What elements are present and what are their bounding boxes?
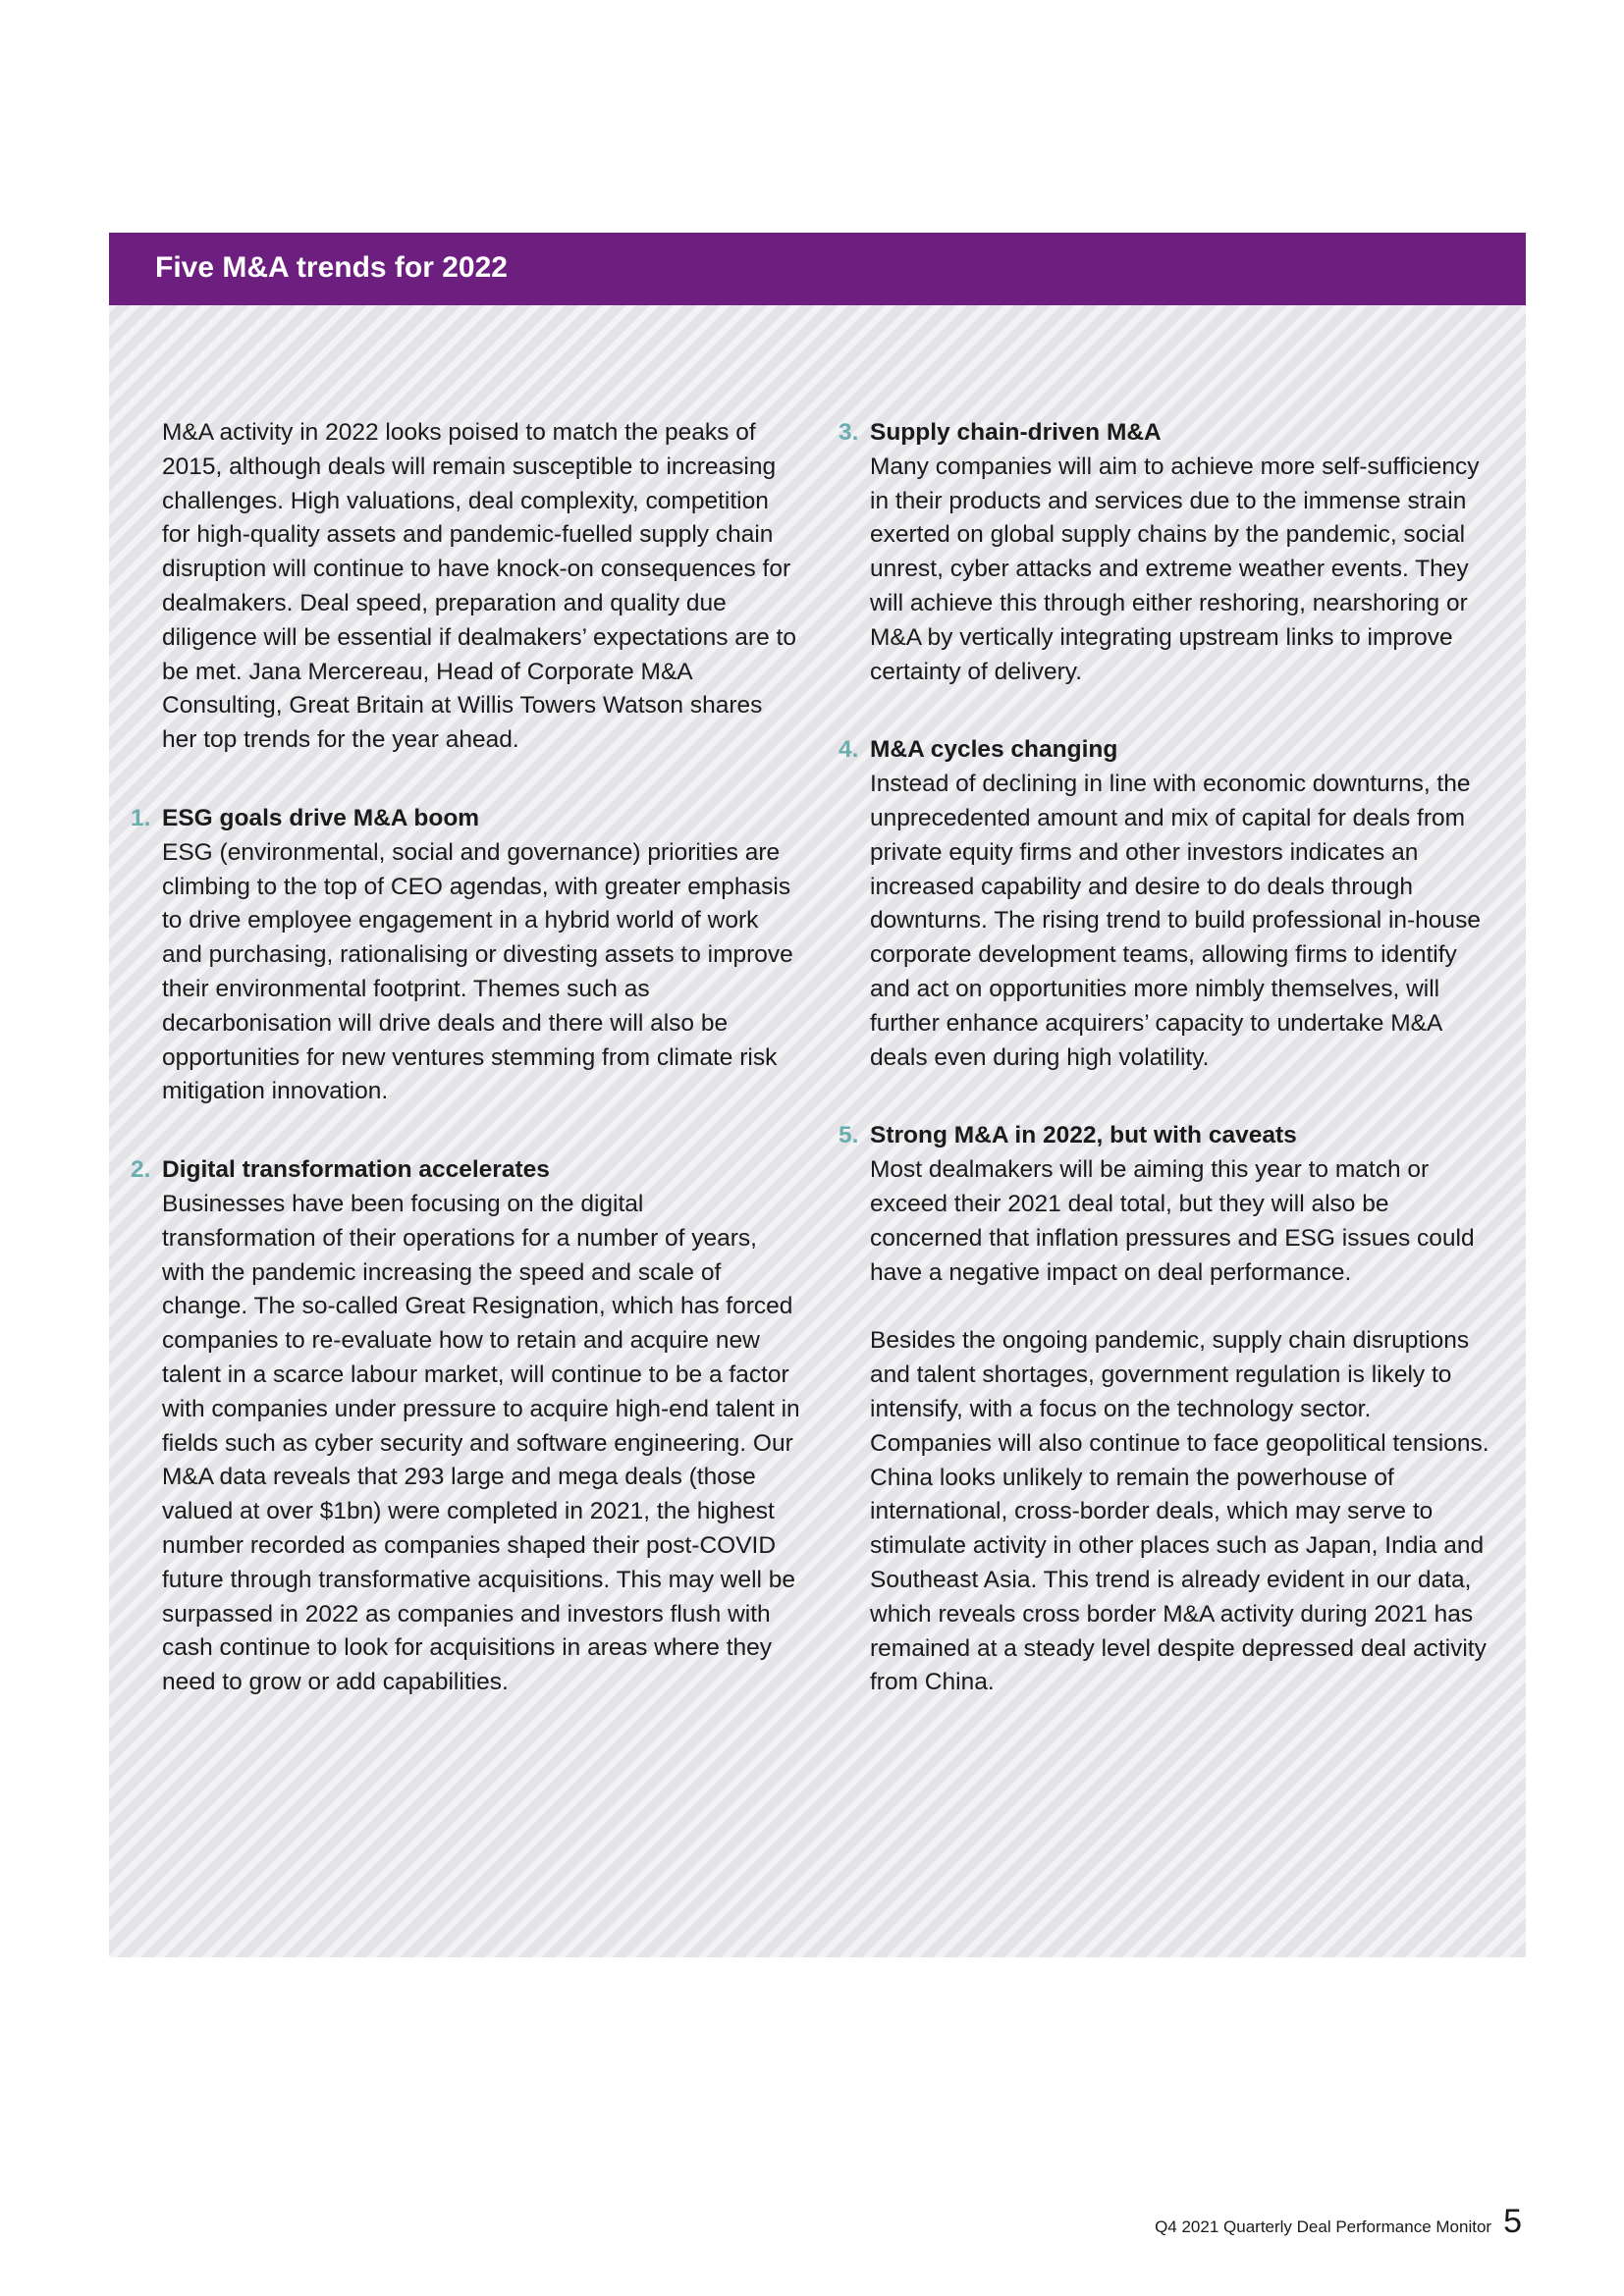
trend-item-1: [109, 802, 800, 1109]
trend-item-3: [839, 416, 1498, 689]
trend-body: ESG (environmental, social and governance) priorities are climbing to the top of CEO agendas, with greater emphasis to drive employee engagement in a hybrid world of work and purchasing, rationalising or divesting assets to improve their environmental footprint. Themes such as decarbonisation will drive deals and there will also be opportunities for new ventures stemming from climate risk mitigation innovation.: [162, 838, 793, 1105]
trend-body: Many companies will aim to achieve more self-sufficiency in their products and services due to the immense strain exerted on global supply chains by the pandemic, social unrest, cyber attacks and extreme weather events. They will achieve this through either reshoring, nearshoring or M&A by vertically integrating upstream links to improve certainty of delivery.: [870, 453, 1480, 685]
page-number: 5: [1503, 2203, 1522, 2240]
panel-title: Five M&A trends for 2022: [155, 251, 508, 284]
page-footer: [1155, 2203, 1522, 2241]
trend-body: Businesses have been focusing on the digital transformation of their operations for a number of years, with the pandemic increasing the speed and scale of change. The so-called Great Resignation, which has forced companies to re-evaluate how to retain and acquire new talent in a scarce labour market, will continue to be a factor with companies under pressure to acquire high-end talent in fields such as cyber security and software engineering. Our M&A data reveals that 293 large and mega deals (those valued at over $1bn) were completed in 2021, the highest number recorded as companies shaped their post-COVID future through transformative acquisitions. This may well be surpassed in 2022 as companies and investors flush with cash continue to look for acquisitions in areas where they need to grow or add capabilities.: [162, 1190, 800, 1696]
trend-number: 3.: [839, 419, 859, 446]
trend-item-4: [839, 733, 1498, 1075]
trend-extra-paragraph: Besides the ongoing pandemic, supply chain disruptions and talent shortages, government regulation is likely to intensify, with a focus on the technology sector. Companies will also continue to face geopolitical tensions. China looks unlikely to remain the powerhouse of international, cross-border deals, which may serve to stimulate activity in other places such as Japan, India and Southeast Asia. This trend is already evident in our data, which reveals cross border M&A activity during 2021 has remained at a steady level despite depressed deal activity from China.: [870, 1327, 1489, 1696]
trend-title: Digital transformation accelerates: [162, 1156, 550, 1184]
trend-title: Supply chain-driven M&A: [870, 419, 1162, 446]
trend-number: 1.: [131, 804, 151, 831]
trend-number: 5.: [839, 1122, 859, 1149]
left-column: [131, 416, 800, 1700]
trend-title: Strong M&A in 2022, but with caveats: [870, 1122, 1297, 1149]
trend-body: Instead of declining in line with economic downturns, the unprecedented amount and mix of capital for deals from private equity firms and other investors indicates an increased capability and desire to do deals through downturns. The rising trend to build professional in-house corporate development teams, allowing firms to identify and act on opportunities more nimbly themselves, will further enhance acquirers’ capacity to undertake M&A deals even during high volatility.: [870, 771, 1481, 1071]
intro-paragraph: M&A activity in 2022 looks poised to match the peaks of 2015, although deals will remain susceptible to increasing challenges. High valuations, deal complexity, competition for high-quality assets and pandemic-fuelled supply chain disruption will continue to have knock-on consequences for dealmakers. Deal speed, preparation and quality due diligence will be essential if dealmakers’ expectations are to be met. Jana Mercereau, Head of Corporate M&A Consulting, Great Britain at Willis Towers Watson shares her top trends for the year ahead.: [162, 419, 796, 754]
panel-header: [109, 233, 1526, 305]
trend-number: 2.: [131, 1156, 151, 1184]
trend-item-2: [109, 1153, 800, 1700]
right-column: [839, 416, 1498, 1700]
trends-panel: [109, 233, 1526, 1957]
publication-title: Q4 2021 Quarterly Deal Performance Monitor: [1155, 2217, 1492, 2236]
trend-title: ESG goals drive M&A boom: [162, 804, 480, 831]
trend-number: 4.: [839, 736, 859, 764]
trend-title: M&A cycles changing: [870, 736, 1118, 764]
trend-item-5: [839, 1119, 1498, 1700]
trend-body: Most dealmakers will be aiming this year to match or exceed their 2021 deal total, but they will also be concerned that inflation pressures and ESG issues could have a negative impact on deal performance.: [870, 1156, 1475, 1286]
